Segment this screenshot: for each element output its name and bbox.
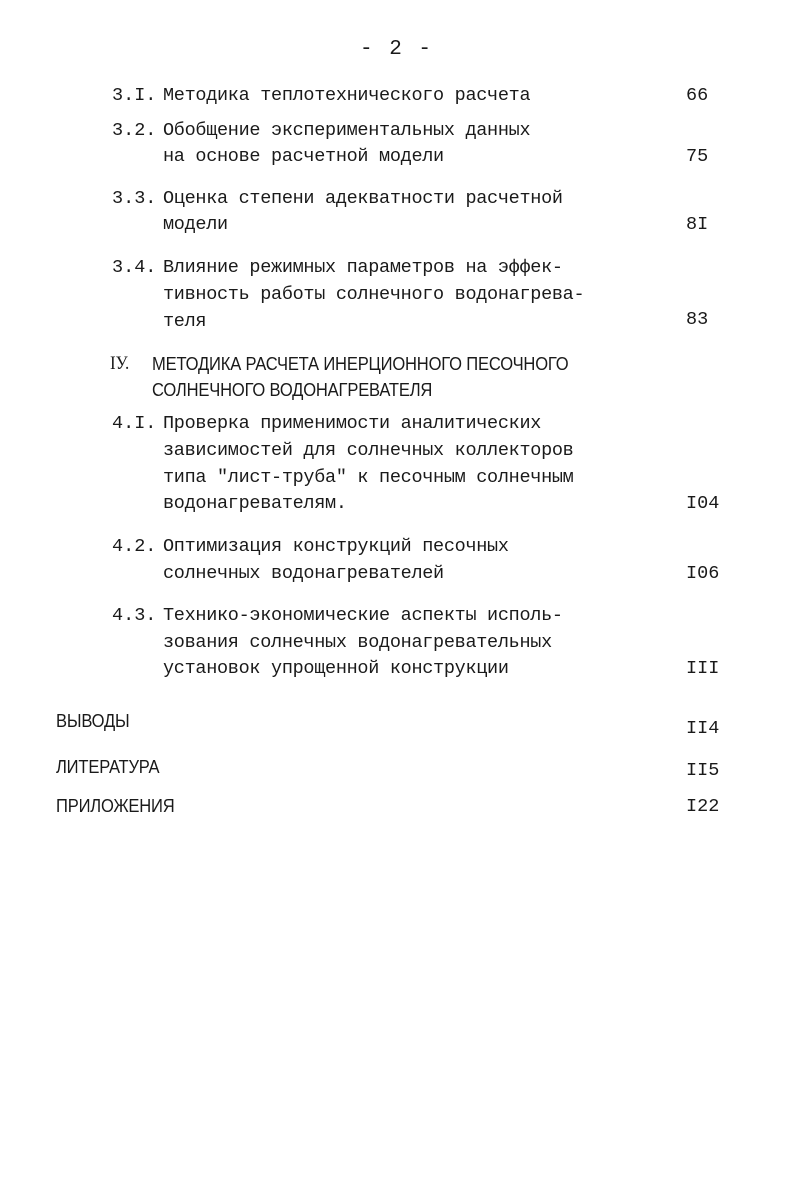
page-ref: I04: [686, 493, 720, 514]
section-title-line: зования солнечных водонагревательных: [163, 632, 552, 653]
section-number: 4.I.: [112, 413, 157, 434]
page-ref: III: [686, 658, 720, 679]
page-ref: II4: [686, 718, 720, 739]
section-number: 3.3.: [112, 188, 157, 209]
page-ref: 75: [686, 146, 709, 167]
page-ref: 83: [686, 309, 709, 330]
chapter-title-line: МЕТОДИКА РАСЧЕТА ИНЕРЦИОННОГО ПЕСОЧНОГО: [152, 354, 569, 374]
section-number: 3.2.: [112, 120, 157, 141]
page-ref: I06: [686, 563, 720, 584]
section-title-line: Технико-экономические аспекты исполь-: [163, 605, 563, 626]
section-label: ВЫВОДЫ: [56, 711, 130, 731]
page-number: - 2 -: [359, 38, 433, 61]
section-number: 4.3.: [112, 605, 157, 626]
page-ref: I22: [686, 796, 720, 817]
section-title-line: солнечных водонагревателей: [163, 563, 444, 584]
section-title-line: Оптимизация конструкций песочных: [163, 536, 509, 557]
section-title-line: на основе расчетной модели: [163, 146, 444, 167]
section-label: ПРИЛОЖЕНИЯ: [56, 796, 175, 816]
page-ref: 66: [686, 85, 709, 106]
section-label: ЛИТЕРАТУРА: [56, 757, 160, 777]
section-number: 3.4.: [112, 257, 157, 278]
section-title-line: модели: [163, 214, 228, 235]
section-title-line: Оценка степени адекватности расчетной: [163, 188, 563, 209]
section-number: 3.I.: [112, 85, 157, 106]
section-title-line: Методика теплотехнического расчета: [163, 85, 531, 106]
section-title-line: типа "лист-труба" к песочным солнечным: [163, 467, 574, 488]
section-title-line: тивность работы солнечного водонагрева-: [163, 284, 585, 305]
page-ref: 8I: [686, 214, 709, 235]
section-title-line: водонагревателям.: [163, 493, 347, 514]
section-title-line: Влияние режимных параметров на эффек-: [163, 257, 563, 278]
page-ref: II5: [686, 760, 720, 781]
section-number: 4.2.: [112, 536, 157, 557]
section-title-line: установок упрощенной конструкции: [163, 658, 509, 679]
section-title-line: зависимостей для солнечных коллекторов: [163, 440, 574, 461]
section-title-line: Проверка применимости аналитических: [163, 413, 542, 434]
chapter-title-line: СОЛНЕЧНОГО ВОДОНАГРЕВАТЕЛЯ: [152, 380, 433, 400]
section-title-line: теля: [163, 311, 207, 332]
chapter-number: IУ.: [110, 354, 130, 374]
section-title-line: Обобщение экспериментальных данных: [163, 120, 531, 141]
